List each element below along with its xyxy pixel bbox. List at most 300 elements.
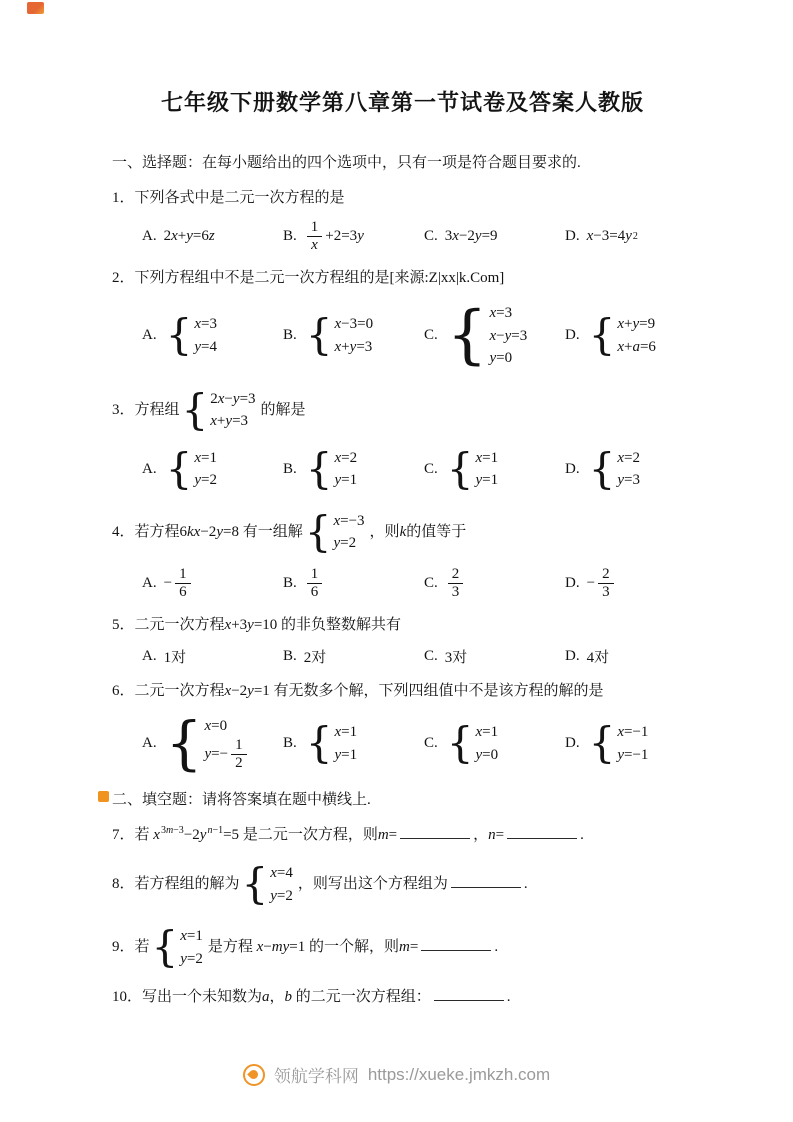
option-label: B. (283, 735, 297, 751)
system-row (180, 948, 203, 971)
option (424, 646, 565, 667)
option (283, 219, 424, 255)
math-text: x (617, 316, 624, 333)
options-row (142, 219, 693, 255)
option-label: A. (142, 460, 157, 477)
left-brace: { (588, 310, 616, 360)
options-row (142, 708, 693, 777)
system-row (335, 336, 374, 359)
question (112, 985, 693, 1010)
footer-logo-icon (243, 1064, 265, 1086)
option-label: C. (424, 228, 438, 244)
denominator (448, 584, 464, 601)
math-text: y (333, 535, 341, 551)
math-expression (205, 746, 229, 762)
system-row (617, 313, 656, 336)
math-text: 3 (602, 583, 610, 600)
math-text: =2 (201, 472, 217, 488)
denominator (231, 755, 247, 772)
numerator (175, 566, 191, 584)
math-text: y (632, 316, 640, 333)
denominator (307, 237, 323, 254)
question (112, 186, 693, 254)
question (112, 266, 693, 372)
math-text: 2 (632, 230, 638, 242)
math-text: −2 (200, 523, 217, 540)
question-stem (112, 186, 693, 211)
math-text: x (489, 305, 497, 321)
system-rows (194, 447, 217, 492)
system-row (270, 885, 293, 908)
system-row (194, 336, 217, 359)
denominator (307, 584, 323, 601)
math-text: =− (211, 746, 229, 763)
system-row (194, 313, 217, 336)
option (424, 566, 565, 602)
fraction (175, 566, 191, 602)
math-expression (285, 989, 293, 1005)
math-text: + (341, 338, 350, 355)
option (283, 566, 424, 602)
system-row (476, 447, 499, 470)
math-text: x (171, 228, 178, 244)
math-expression (225, 617, 278, 633)
math-expression (335, 339, 373, 355)
math-text: y (617, 472, 624, 488)
system-row (335, 469, 358, 492)
question (112, 385, 693, 495)
math-text: my (271, 939, 290, 956)
denominator (598, 584, 614, 601)
option (565, 444, 645, 495)
math-text: − (224, 390, 233, 407)
option-label: D. (565, 228, 580, 244)
math-text: =8 (222, 523, 239, 540)
math-text: 2 (602, 565, 610, 582)
math-text: − (586, 574, 596, 591)
text: . (494, 939, 499, 956)
math-text: − (496, 327, 505, 344)
text: 的值等于 (406, 523, 467, 540)
math-expression (617, 747, 648, 763)
math-text: x (475, 449, 483, 466)
math-expression (184, 827, 207, 843)
math-text: −3=0 (341, 316, 374, 333)
math-text: y (204, 746, 212, 763)
math-text: =0 (496, 350, 513, 366)
math-expression (617, 450, 640, 466)
math-text: y (194, 338, 201, 355)
options-row (142, 444, 693, 495)
math-expression (335, 724, 358, 740)
math-text: +3 (231, 617, 248, 633)
text: 1．下列各式中是二元一次方程的是 (112, 190, 345, 206)
option (424, 299, 565, 373)
system-row (335, 313, 374, 336)
numerator (598, 566, 614, 584)
math-expression (587, 228, 632, 245)
math-text: =2 (624, 449, 640, 466)
math-expression (153, 827, 160, 843)
system-row (335, 744, 358, 767)
math-text: y (232, 390, 240, 407)
equation-system (588, 718, 649, 768)
system-rows (333, 510, 364, 555)
system-row (333, 532, 364, 555)
math-text: 3 (451, 583, 460, 600)
math-text: =1 (341, 746, 358, 763)
left-brace: { (446, 298, 488, 373)
option-label: A. (142, 327, 157, 344)
option (565, 310, 661, 361)
math-text: =4 (276, 865, 293, 882)
system-rows (194, 313, 217, 358)
text: 1对 (163, 649, 187, 666)
question (112, 679, 693, 776)
left-brace: { (165, 310, 193, 360)
math-text: 6 (179, 523, 188, 540)
system-row (617, 336, 656, 359)
math-text: =1 (253, 682, 270, 699)
equation-system (165, 310, 217, 360)
math-text: y (194, 472, 201, 488)
question-stem (112, 385, 693, 436)
math-expression (164, 575, 172, 592)
system-rows (617, 447, 640, 492)
system-row (205, 737, 250, 773)
text: 8．若方程组的解为 (112, 876, 240, 893)
text: 4对 (586, 649, 610, 666)
option-label: D. (565, 574, 580, 591)
fraction (307, 566, 323, 602)
option (142, 646, 283, 667)
exam-body (112, 151, 693, 1010)
system-rows (180, 925, 203, 970)
system-rows (617, 313, 656, 358)
math-text: 3 (160, 824, 166, 836)
math-expression (164, 228, 215, 245)
math-expression (617, 724, 648, 740)
option-label: B. (283, 460, 297, 477)
system-rows (335, 721, 358, 766)
math-text: =2 (340, 535, 357, 551)
math-text: y (625, 228, 632, 244)
math-text: =1 (341, 472, 358, 488)
system-rows (210, 388, 255, 433)
math-text: =9 (639, 316, 656, 333)
text: ，则 (369, 523, 400, 540)
math-text: x (452, 228, 459, 244)
superscript (161, 825, 184, 836)
question-stem (112, 679, 693, 704)
question-stem (112, 507, 693, 558)
math-text: x (311, 237, 318, 253)
left-brace: { (305, 443, 333, 493)
equation-system (165, 708, 250, 777)
option-label: B. (283, 228, 297, 244)
question (112, 613, 693, 667)
numerator (448, 566, 464, 584)
system-row (194, 469, 217, 492)
math-text: y (247, 617, 254, 633)
math-text: k (399, 523, 407, 540)
math-expression (476, 747, 499, 763)
math-text: 1 (235, 737, 243, 753)
math-text: x (617, 338, 624, 355)
system-row (335, 447, 358, 470)
math-text: n (207, 824, 213, 836)
math-text: =3 (239, 390, 256, 407)
equation-system (304, 506, 365, 556)
text: 的一个解，则 (305, 939, 400, 956)
option-label: D. (565, 735, 580, 751)
math-text: y (186, 228, 193, 244)
fraction (231, 737, 247, 773)
math-text: =3 (201, 316, 217, 333)
math-text: kx (187, 523, 201, 540)
math-text: x (489, 327, 497, 344)
system-row (476, 744, 499, 767)
math-text: x (333, 512, 341, 529)
math-expression (194, 339, 217, 355)
math-text: =0 (482, 746, 499, 763)
question-stem (112, 613, 693, 638)
option-label: D. (565, 327, 580, 344)
math-expression (194, 316, 217, 332)
question (112, 507, 693, 602)
option-label: B. (283, 647, 297, 664)
math-text: +2=3 (325, 228, 358, 244)
footer-url: https://xueke.jmkzh.com (367, 1064, 551, 1084)
math-text: x (256, 939, 264, 956)
math-text: y (349, 338, 357, 355)
option-label: C. (424, 460, 438, 477)
option-label: B. (283, 574, 297, 591)
math-text: =3 (232, 413, 249, 429)
math-expression (476, 724, 499, 740)
left-brace: { (241, 859, 269, 909)
text: 有一组解 (238, 523, 303, 540)
option-label: C. (424, 327, 438, 344)
text: 的非负整数解共有 (277, 617, 402, 633)
answer-blank (507, 824, 577, 839)
math-text: x (194, 316, 201, 333)
math-text: y (504, 327, 512, 344)
system-row (617, 447, 640, 470)
math-text: m (399, 939, 410, 956)
math-expression (476, 450, 499, 466)
text: ， (269, 989, 285, 1006)
text: 7．若 (112, 826, 154, 843)
math-expression (489, 328, 527, 344)
left-brace: { (151, 922, 179, 972)
math-text: −2 (231, 682, 248, 699)
math-text: x (334, 449, 342, 466)
answer-blank (451, 873, 521, 888)
section-marker-icon (98, 791, 109, 802)
option-label: A. (142, 574, 157, 591)
math-text: y (199, 826, 207, 843)
math-expression (270, 865, 293, 881)
math-text: a (262, 989, 270, 1006)
math-text: 1 (179, 565, 187, 582)
math-expression (476, 472, 499, 488)
text: 是二元一次方程，则 (239, 826, 378, 843)
system-rows (205, 715, 250, 773)
math-text: =1 (201, 449, 217, 466)
math-text: 2 (210, 390, 218, 407)
left-brace: { (588, 443, 616, 493)
system-row (617, 744, 648, 767)
option (283, 444, 424, 495)
numerator (231, 737, 247, 755)
text: = (388, 826, 398, 843)
question (112, 922, 693, 973)
math-text: =10 (253, 617, 278, 633)
system-row (617, 721, 648, 744)
left-brace: { (446, 443, 474, 493)
math-text: =3 (496, 305, 513, 321)
text: . (506, 989, 511, 1006)
math-text: =6 (639, 338, 656, 355)
left-brace: { (304, 506, 332, 556)
option (283, 646, 424, 667)
question-stem (112, 985, 693, 1010)
math-text: =1 (289, 939, 306, 956)
answer-blank (421, 936, 491, 951)
math-expression (617, 316, 655, 332)
left-brace: { (165, 708, 203, 777)
option-label: A. (142, 647, 157, 664)
options-row (142, 566, 693, 602)
question-stem (112, 266, 693, 291)
equation-system (446, 443, 499, 493)
math-text: =6 (192, 228, 209, 244)
option (142, 444, 283, 495)
footer-site-name: 领航学科网 (273, 1067, 359, 1086)
system-row (489, 347, 527, 370)
question-stem (112, 823, 693, 848)
equation-system (446, 718, 499, 768)
math-text: x (617, 724, 624, 740)
math-text: x (224, 617, 232, 633)
math-expression (325, 228, 364, 245)
system-rows (489, 302, 527, 370)
option (565, 566, 617, 602)
math-text: y (334, 472, 342, 488)
math-text: y (475, 746, 483, 763)
math-expression (210, 391, 255, 407)
math-text: 3 (444, 228, 453, 244)
math-text: 1 (310, 218, 319, 235)
math-text: x (475, 724, 483, 740)
text: 2对 (303, 649, 327, 666)
math-expression (210, 413, 248, 429)
math-text: =1 (482, 472, 499, 488)
math-text: b (284, 989, 293, 1006)
math-text: =−1 (624, 724, 649, 740)
math-text: a (632, 338, 640, 355)
option (142, 228, 283, 245)
math-text: z (208, 228, 215, 244)
system-rows (270, 862, 293, 907)
math-text: 2 (163, 228, 172, 244)
math-text: y (489, 350, 497, 366)
math-expression (257, 939, 306, 955)
math-text: n (488, 826, 496, 843)
denominator (175, 584, 191, 601)
text: 是方程 (207, 939, 257, 956)
math-text: − (163, 574, 173, 591)
page-title: 七年级下册数学第八章第一节试卷及答案人教版 (160, 90, 644, 115)
fraction (598, 566, 614, 602)
option (424, 444, 565, 495)
math-text: =2 (186, 950, 203, 967)
option (565, 646, 609, 667)
math-expression (194, 450, 217, 466)
math-text: 6 (310, 583, 319, 600)
text: 3．方程组 (112, 401, 180, 418)
equation-system (241, 859, 293, 909)
math-text: + (624, 316, 633, 333)
option-label: C. (424, 647, 438, 664)
math-text: x (334, 316, 342, 333)
fraction (307, 219, 323, 255)
option (565, 718, 653, 769)
left-brace: { (165, 443, 193, 493)
equation-system (181, 384, 256, 434)
math-text: 6 (179, 583, 187, 600)
math-text: x (153, 826, 160, 843)
math-text: y (247, 682, 254, 699)
math-expression (335, 450, 358, 466)
text: 有无数多个解，下列四组值中不是该方程的解的是 (269, 682, 604, 699)
options-row (142, 646, 693, 667)
section-heading: 一、选择题：在每小题给出的四个选项中，只有一项是符合题目要求的. (112, 155, 581, 171)
math-text: − (263, 939, 272, 956)
math-text: −3 (173, 824, 184, 836)
answer-blank (400, 824, 470, 839)
math-expression (489, 305, 512, 321)
math-text: −1 (212, 824, 224, 836)
math-text: =3 (624, 472, 640, 488)
math-text: =5 (223, 826, 240, 843)
text: 的解是 (260, 401, 306, 418)
math-expression (399, 939, 410, 955)
math-text: −3=4 (593, 228, 626, 244)
equation-system (305, 718, 358, 768)
math-expression (180, 951, 203, 967)
math-expression (194, 472, 217, 488)
text: . (523, 876, 528, 893)
math-text: =1 (482, 449, 499, 466)
math-expression (180, 523, 239, 539)
left-brace: { (305, 310, 333, 360)
math-expression (587, 575, 595, 592)
system-row (476, 469, 499, 492)
text: . (580, 826, 584, 843)
math-text: =0 (211, 717, 228, 734)
system-row (194, 447, 217, 470)
equation-system (165, 443, 217, 493)
question-stem (112, 922, 693, 973)
text: ， (473, 826, 489, 843)
answer-blank (434, 986, 504, 1001)
math-text: + (624, 338, 633, 355)
math-text: x (194, 449, 201, 466)
math-text: =3 (356, 338, 373, 355)
math-text: + (177, 228, 187, 244)
